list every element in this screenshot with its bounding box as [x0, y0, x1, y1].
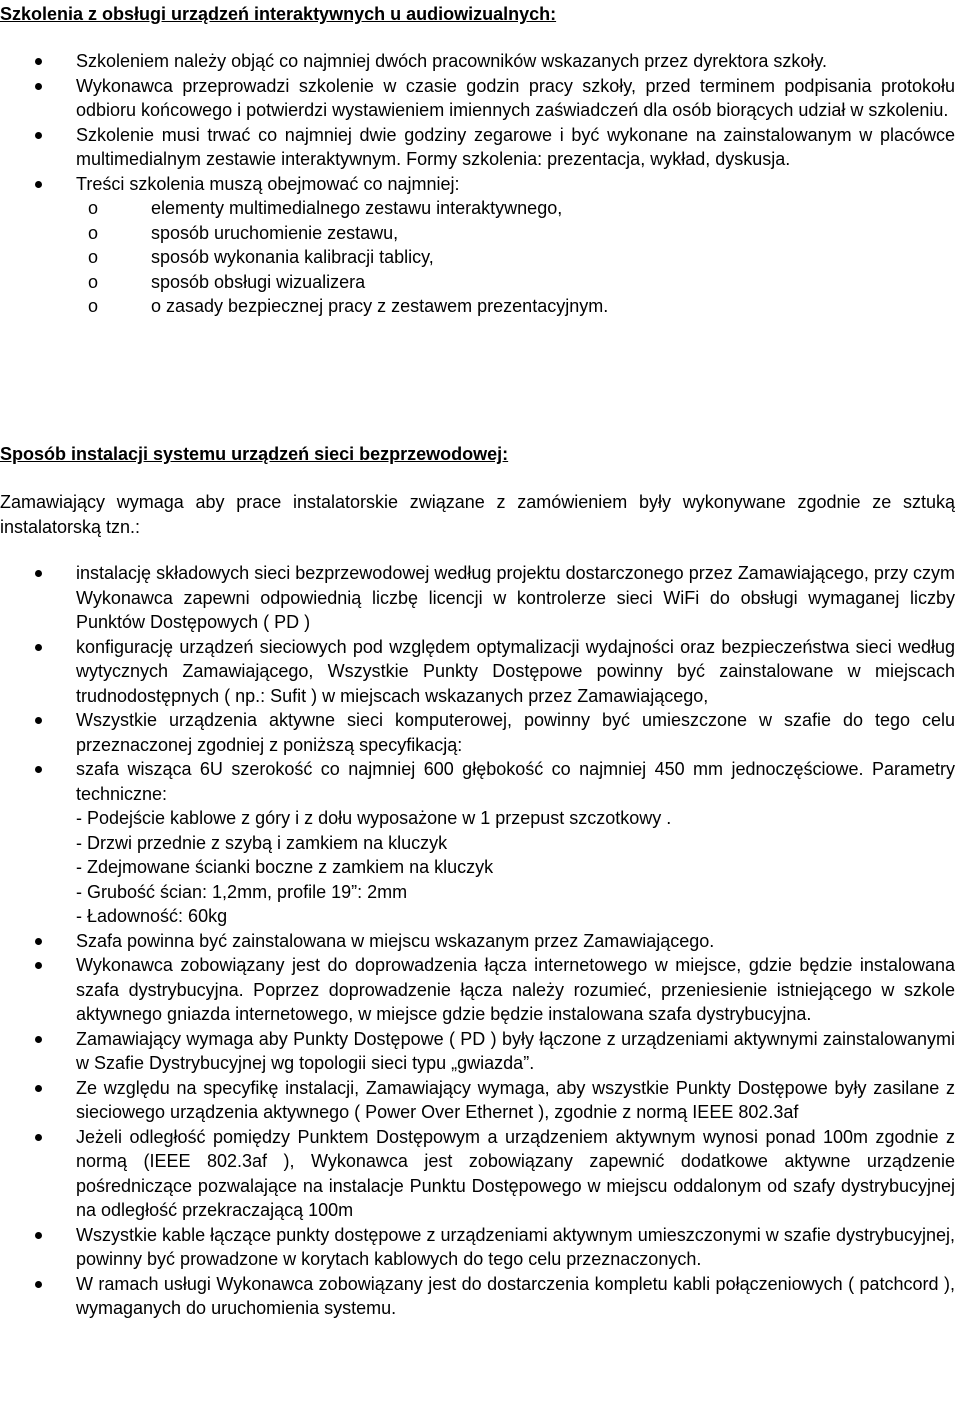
list-item	[0, 1027, 955, 1076]
sublist-item	[0, 294, 955, 319]
bullet-icon	[35, 766, 42, 773]
bullet-icon	[35, 1036, 42, 1043]
bullet-icon	[35, 1281, 42, 1288]
list-item-text: Szkoleniem należy objąć co najmniej dwóch pracowników wskazanych przez dyrektora szkoły.	[76, 51, 827, 71]
list-item	[0, 635, 955, 709]
circle-bullet-icon: o	[88, 271, 99, 292]
list-item	[0, 953, 955, 1027]
list-item	[0, 561, 955, 635]
section-network-title: Sposób instalacji systemu urządzeń sieci bezprzewodowej:	[0, 444, 509, 464]
bullet-icon	[35, 83, 42, 90]
rack-parameter: - Grubość ścian: 1,2mm, profile 19”: 2mm	[76, 881, 408, 902]
sublist-item-text: sposób uruchomienie zestawu,	[151, 222, 399, 243]
sublist-item	[0, 245, 955, 270]
rack-parameter: - Zdejmowane ścianki boczne z zamkiem na kluczyk	[76, 857, 494, 877]
sublist-item-text: sposób wykonania kalibracji tablicy,	[151, 247, 434, 267]
list-item-text: Zamawiający wymaga aby Punkty Dostępowe ( PD ) były łączone z urządzeniami aktywnymi zainstalowanymi w Szafie Dystrybucyjnej wg topologii sieci typu „gwiazda”.	[76, 1028, 955, 1073]
list-item	[0, 172, 955, 319]
sublist-item-text: sposób obsługi wizualizera	[151, 271, 366, 292]
list-item-text: Treści szkolenia muszą obejmować co najmniej:	[76, 173, 460, 194]
list-item-text: Szkolenie musi trwać co najmniej dwie godziny zegarowe i być wykonane na zainstalowanym w placówce multimedialnym zestawie interaktywnym. Formy szkolenia: prezentacja, wykład, dyskusja.	[76, 124, 955, 169]
sublist-item-text: o zasady bezpiecznej pracy z zestawem prezentacyjnym.	[151, 296, 609, 316]
circle-bullet-icon: o	[88, 247, 99, 267]
rack-parameter: - Drzwi przednie z szybą i zamkiem na kluczyk	[76, 832, 448, 853]
list-item	[0, 49, 955, 74]
network-intro-paragraph: Zamawiający wymaga aby prace instalatorskie związane z zamówieniem były wykonywane zgodnie ze sztuką instalatorską tzn.:	[0, 492, 955, 537]
list-item-text: Wykonawca zobowiązany jest do doprowadzenia łącza internetowego w miejsce, gdzie będzie instalowana szafa dystrybucyjna. Poprzez doprowadzenie łącza należy rozumieć, przeniesienie istniejącego w szkole aktywnego gniazda internetowego, w miejsce gdzie będzie instalowana szafa dystrybucyjna.	[76, 955, 955, 1024]
list-item	[0, 1272, 955, 1321]
bullet-icon	[35, 962, 42, 969]
list-item-text: Wszystkie kable łączące punkty dostępowe z urządzeniami aktywnym umieszczonymi w szafie dystrybucyjnej, powinny być prowadzone w korytach kablowych do tego celu przeznaczonych.	[76, 1224, 955, 1269]
circle-bullet-icon: o	[88, 222, 99, 243]
list-item	[0, 929, 955, 954]
list-item-text: Wszystkie urządzenia aktywne sieci komputerowej, powinny być umieszczone w szafie do tego celu przeznaczonej zgodniej z poniższą specyfikacją:	[76, 710, 955, 755]
list-item	[0, 1223, 955, 1272]
list-item	[0, 757, 955, 929]
training-requirements-list	[0, 49, 955, 319]
sublist-item	[0, 196, 955, 221]
sublist-item-text: elementy multimedialnego zestawu interaktywnego,	[151, 198, 563, 218]
bullet-icon	[35, 58, 42, 65]
list-item-text: W ramach usługi Wykonawca zobowiązany jest do dostarczenia kompletu kabli połączeniowych ( patchcord ), wymaganych do uruchomienia systemu.	[76, 1273, 955, 1318]
sublist-item	[0, 221, 955, 246]
bullet-icon	[35, 1085, 42, 1092]
list-item-text: Szafa powinna być zainstalowana w miejscu wskazanym przez Zamawiającego.	[76, 930, 715, 951]
training-topics-sublist	[0, 196, 955, 319]
list-item	[0, 708, 955, 757]
bullet-icon	[35, 1232, 42, 1239]
bullet-icon	[35, 570, 42, 577]
list-item-text: Wykonawca przeprowadzi szkolenie w czasie godzin pracy szkoły, przed terminem podpisania protokołu odbioru końcowego i potwierdzi wystawieniem imiennych zaświadczeń dla osób biorących udział w szkoleniu.	[76, 75, 955, 120]
bullet-icon	[35, 644, 42, 651]
rack-parameter: - Ładowność: 60kg	[76, 906, 228, 926]
list-item-text: Jeżeli odległość pomiędzy Punktem Dostępowym a urządzeniem aktywnym wynosi ponad 100m zgodnie z normą (IEEE 802.3af ), Wykonawca jest zobowiązany zapewnić dodatkowe aktywne urządzenie pośredniczące pozwalające na instalacje Punktu Dostępowego w miejscu oddalonym od szafy dystrybucyjnej na odległość przekraczającą 100m	[76, 1126, 955, 1220]
bullet-icon	[35, 1134, 42, 1141]
bullet-icon	[35, 181, 42, 188]
sublist-item	[0, 270, 955, 295]
list-item-text: instalację składowych sieci bezprzewodowej według projektu dostarczonego przez Zamawiającego, przy czym Wykonawca zapewni odpowiednią liczbę licencji w kontrolerze sieci WiFi do obsługi wymaganej liczby Punktów Dostępowych ( PD )	[76, 563, 955, 632]
list-item	[0, 123, 955, 172]
rack-parameter: - Podejście kablowe z góry i z dołu wyposażone w 1 przepust szczotkowy .	[76, 808, 672, 828]
bullet-icon	[35, 717, 42, 724]
list-item-text: Ze względu na specyfikę instalacji, Zamawiający wymaga, aby wszystkie Punkty Dostępowe były zasilane z sieciowego urządzenia aktywnego ( Power Over Ethernet ), zgodnie z normą IEEE 802.3af	[76, 1077, 955, 1122]
bullet-icon	[35, 938, 42, 945]
list-item-text: szafa wisząca 6U szerokość co najmniej 600 głębokość co najmniej 450 mm jednoczęściowe. Parametry techniczne:	[76, 759, 955, 804]
circle-bullet-icon: o	[88, 198, 99, 218]
network-requirements-list	[0, 561, 955, 1321]
list-item	[0, 1076, 955, 1125]
bullet-icon	[35, 132, 42, 139]
circle-bullet-icon: o	[88, 296, 99, 316]
list-item	[0, 1125, 955, 1223]
list-item-text: konfigurację urządzeń sieciowych pod względem optymalizacji wydajności oraz bezpieczeństwa sieci według wytycznych Zamawiającego, Wszystkie Punkty Dostępowe powinny być zainstalowane w miejscach trudnodostępnych ( np.: Sufit ) w miejscach wskazanych przez Zamawiającego,	[76, 636, 955, 706]
section-training-title: Szkolenia z obsługi urządzeń interaktywnych u audiowizualnych:	[0, 4, 557, 24]
list-item	[0, 74, 955, 123]
